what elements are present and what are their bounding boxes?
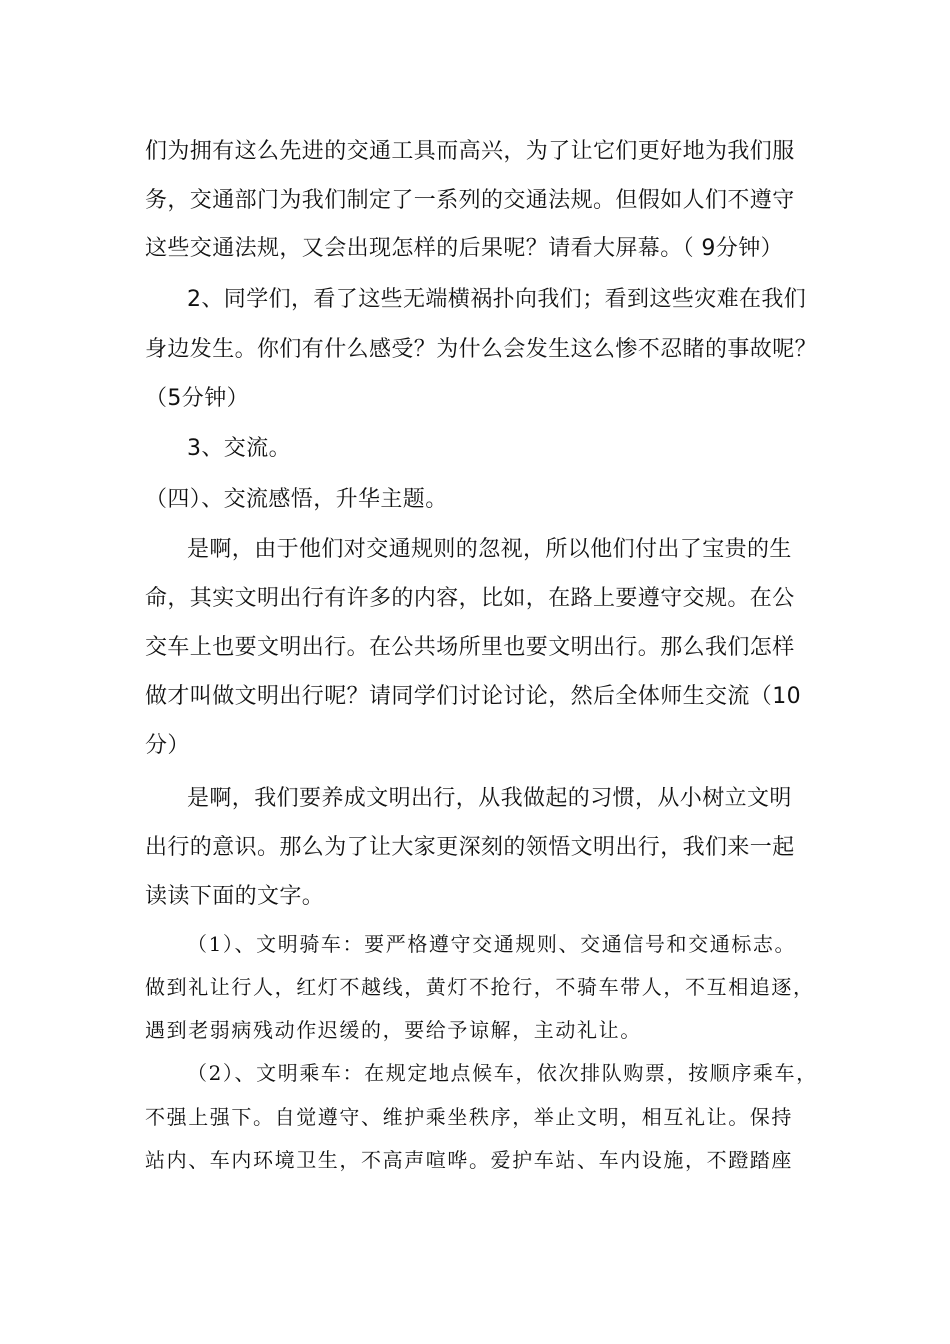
text-line: 分） [145,733,190,758]
section-heading: （四）、交流感悟，升华主题。 [145,487,448,512]
text-line: 读读下面的文字。 [145,884,325,909]
text-line: 交车上也要文明出行。在公共场所里也要文明出行。那么我们怎样 [145,635,795,660]
text-line: 遇到老弱病残动作迟缓的，要给予谅解，主动礼让。 [145,1018,642,1042]
text-line: 做到礼让行人，红灯不越线，黄灯不抢行，不骑车带人，不互相追逐， [145,975,815,999]
text-line: 务，交通部门为我们制定了一系列的交通法规。但假如人们不遵守 [145,188,795,213]
text-line: 这些交通法规，又会出现怎样的后果呢？请看大屏幕。（ 9分钟） [145,236,783,261]
text-line: 身边发生。你们有什么感受？为什么会发生这么惨不忍睹的事故呢？ [145,337,818,362]
text-line: （1）、文明骑车：要严格遵守交通规则、交通信号和交通标志。 [187,932,797,956]
text-line: 做才叫做文明出行呢？请同学们讨论讨论，然后全体师生交流（10 [145,684,801,709]
text-line: （2）、文明乘车：在规定地点候车，依次排队购票，按顺序乘车， [187,1061,818,1085]
text-line: 是啊，我们要养成文明出行，从我做起的习惯，从小树立文明 [187,786,792,811]
text-line: （5分钟） [145,386,249,411]
text-line: 们为拥有这么先进的交通工具而高兴，为了让它们更好地为我们服 [145,139,795,164]
text-line: 命，其实文明出行有许多的内容，比如，在路上要遵守交规。在公 [145,586,795,611]
text-line: 站内、车内环境卫生，不高声喧哗。爱护车站、车内设施，不蹬踏座 [145,1148,793,1172]
text-line: 2、同学们，看了这些无端横祸扑向我们；看到这些灾难在我们 [187,287,807,312]
text-line: 3、交流。 [187,436,291,461]
text-line: 不强上强下。自觉遵守、维护乘坐秩序，举止文明，相互礼让。保持 [145,1105,793,1129]
text-line: 出行的意识。那么为了让大家更深刻的领悟文明出行，我们来一起 [145,835,795,860]
text-line: 是啊，由于他们对交通规则的忽视，所以他们付出了宝贵的生 [187,537,792,562]
